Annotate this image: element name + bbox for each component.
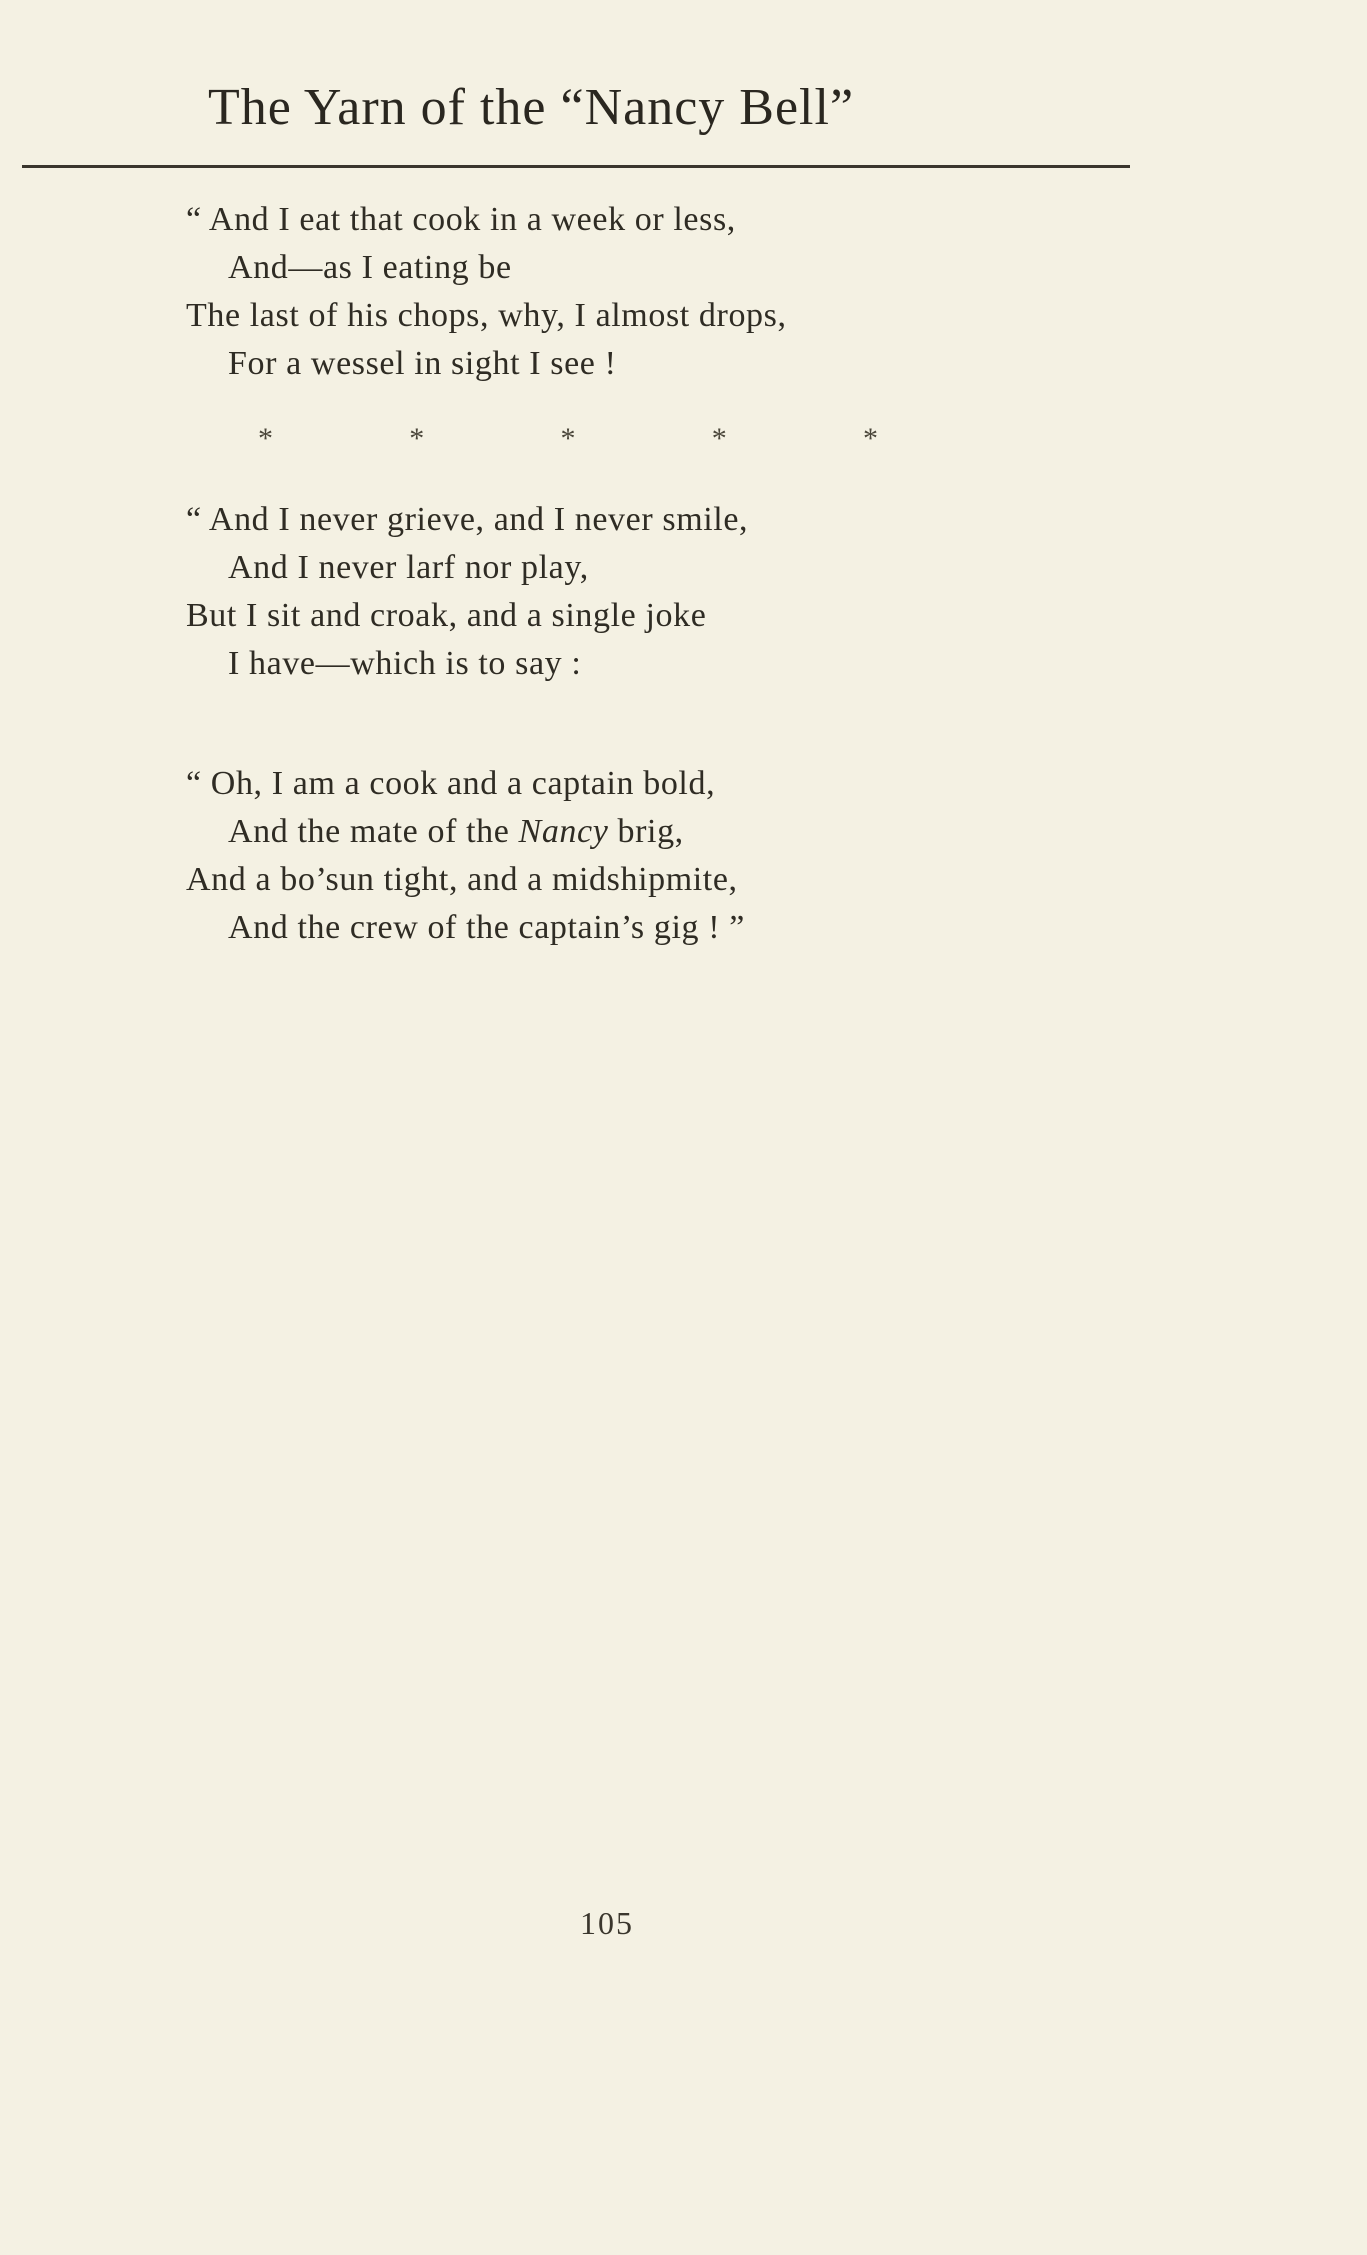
verse-line: The last of his chops, why, I almost drops,: [186, 297, 787, 334]
verse-line: [186, 808, 1086, 856]
verse-line: “ And I eat that cook in a week or less,: [186, 201, 736, 238]
verse-line: But I sit and croak, and a single joke: [186, 597, 707, 634]
asterisk: *: [863, 422, 878, 455]
ship-name-italic: Nancy: [518, 813, 609, 850]
verse-line-text: brig,: [608, 813, 684, 850]
stanza-2: [186, 496, 1086, 688]
asterisk: *: [409, 422, 425, 455]
verse-line: And I never larf nor play,: [228, 549, 589, 586]
verse-line: And the crew of the captain’s gig ! ”: [228, 909, 745, 946]
asterisk: *: [711, 422, 727, 455]
verse-line-text: And the mate of the: [228, 813, 510, 850]
verse-line: And a bo’sun tight, and a midshipmite,: [186, 861, 738, 898]
verse-line: I have—which is to say :: [228, 645, 582, 682]
verse-line: For a wessel in sight I see !: [228, 345, 617, 382]
verse-line: And—as I eating be: [228, 249, 512, 286]
running-head: The Yarn of the “Nancy Bell”: [208, 79, 855, 136]
page-number: 105: [580, 1905, 634, 1941]
asterisk: *: [560, 422, 576, 455]
stanza-1: [186, 196, 1086, 388]
section-break-asterisms: [258, 422, 878, 456]
header-rule: [22, 165, 1130, 168]
verse-line: “ And I never grieve, and I never smile,: [186, 501, 749, 538]
verse-line: “ Oh, I am a cook and a captain bold,: [186, 765, 716, 802]
stanza-3: [186, 760, 1086, 952]
asterisk: *: [258, 422, 273, 455]
